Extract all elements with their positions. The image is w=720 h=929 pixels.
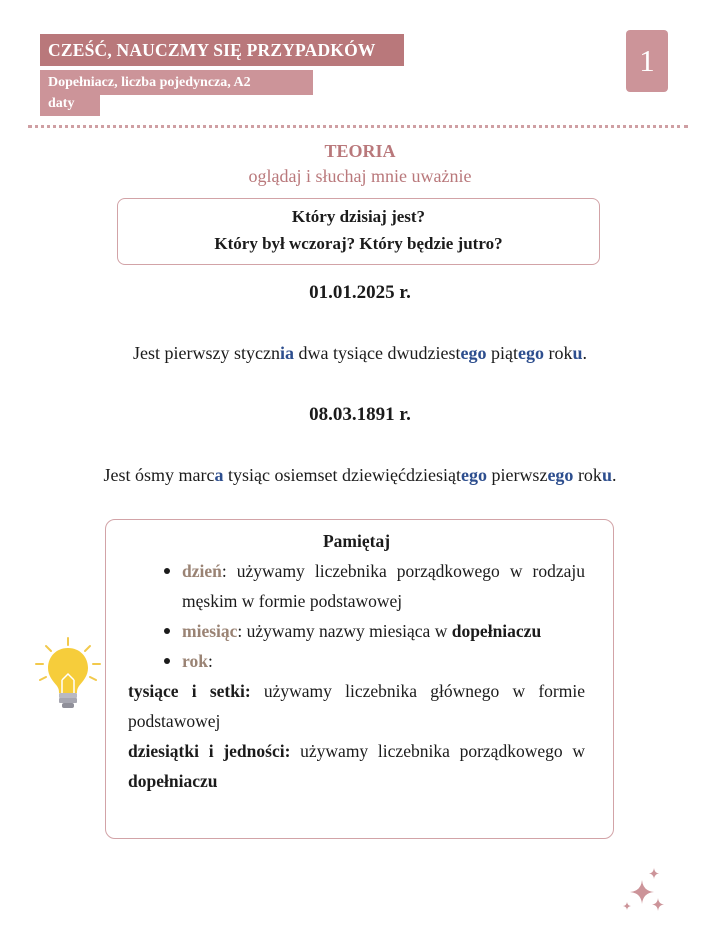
sentence-text: tysiąc osiemset dziewięćdziesiąt [223,465,461,485]
rule-tens-text: używamy liczebnika porządkowego w [290,741,585,761]
day-rule: : używamy liczebnika porządkowego w rodzaju męskim w formie podstawowej [182,561,585,611]
sentence-text: . [582,343,587,363]
lesson-topic: daty [40,94,100,116]
sentence-text: piąt [486,343,518,363]
rule-tens-bold: dopełniaczu [128,771,218,791]
question-line-1: Który dzisiaj jest? [291,207,426,226]
rule-thousands-text: używamy liczebnika głównego w formie podstawowej [128,681,585,731]
case-ending: ego [460,465,487,485]
case-ending: ego [547,465,574,485]
case-ending: u [601,465,612,485]
lesson-title: CZEŚĆ, NAUCZMY SIĘ PRZYPADKÓW [40,34,404,66]
sentence-text: dwa tysiące dwudziest [294,343,461,363]
rule-thousands-label: tysiące i setki: [128,681,251,701]
rule-thousands-hundreds [128,676,585,736]
dotted-divider [28,125,688,128]
page-number: 1 [626,30,668,92]
question-line-2: Który był wczoraj? Który będzie jutro? [214,234,503,253]
sentence-text: rok [573,465,602,485]
question-box [117,198,600,265]
list-item-year [158,646,585,676]
rule-tens-label: dziesiątki i jedności: [128,741,291,761]
example-date-2: 08.03.1891 r. [309,404,411,425]
sentence-text: pierwsz [486,465,548,485]
case-ending: ego [460,343,487,363]
example-sentence-1 [0,343,720,364]
case-ending: a [214,465,224,485]
example-sentence-2 [0,465,720,486]
section-subtitle: oglądaj i słuchaj mnie uważnie [248,166,472,186]
sentence-text: . [611,465,617,485]
month-rule-bold: dopełniaczu [451,621,542,641]
sparkle-icon [622,866,666,914]
lightbulb-icon [32,636,104,712]
sentence-text: Jest pierwszy styczn [133,343,280,363]
keyword-year: rok [182,651,208,671]
keyword-month: miesiąc [182,621,238,641]
lesson-subtitle: Dopełniacz, liczba pojedyncza, A2 [40,70,313,95]
list-item-month [158,616,585,646]
rule-tens-units [128,736,585,796]
case-ending: ia [279,343,294,363]
sentence-text: Jest ósmy marc [103,465,215,485]
section-title: TEORIA [324,141,396,161]
remember-list [128,556,585,676]
example-date-1: 01.01.2025 r. [309,282,411,303]
remember-box [105,519,614,839]
year-rule: : [207,651,213,671]
sentence-text: rok [543,343,573,363]
month-rule: : używamy nazwy miesiąca w [237,621,452,641]
keyword-day: dzień [182,561,222,581]
case-ending: u [572,343,583,363]
list-item-day [158,556,585,616]
remember-title: Pamiętaj [322,531,391,551]
case-ending: ego [517,343,544,363]
